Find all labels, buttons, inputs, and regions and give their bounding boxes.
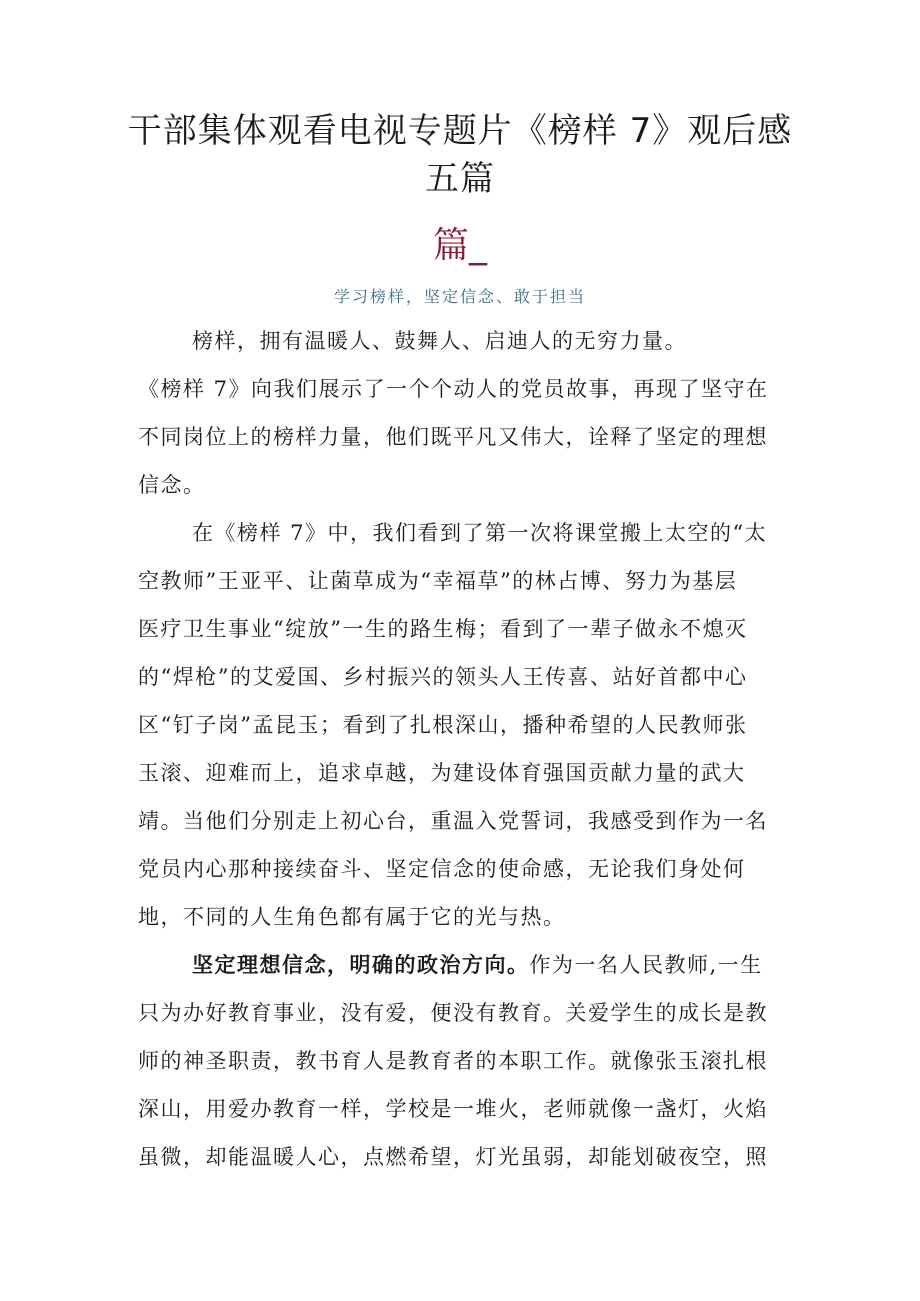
paragraph-line: 《榜样 7》向我们展示了一个个动人的党员故事，再现了坚守在 [138, 377, 769, 401]
paragraph-line: 师的神圣职责，教书育人是教育者的本职工作。就像张玉滚扎根 [138, 1049, 768, 1073]
paragraph-line: 区“钉子岗”孟昆玉；看到了扎根深山，播种希望的人民教师张 [138, 713, 748, 737]
paragraph-line: 不同岗位上的榜样力量，他们既平凡又伟大，诠释了坚定的理想 [138, 425, 768, 449]
paragraph-line: 在《榜样 7》中，我们看到了第一次将课堂搬上太空的“太 [192, 521, 768, 545]
paragraph-2 [138, 509, 788, 941]
paragraph-bold-lead: 坚定理想信念，明确的政治方向。 [192, 952, 530, 977]
document-title-line-1: 干部集体观看电视专题片《榜样 7》观后感 [127, 111, 793, 151]
paragraph-first-line [138, 941, 788, 989]
paragraph-line: 虽微，却能温暖人心，点燃希望，灯光虽弱，却能划破夜空，照 [138, 1145, 768, 1169]
paragraph-lead-rest: 作为一名人民教师,一生 [529, 953, 763, 977]
paragraph-line: 榜样，拥有温暖人、鼓舞人、启迪人的无穷力量。 [192, 329, 687, 353]
paragraph-line: 信念。 [138, 473, 206, 497]
paragraph-line: 党员内心那种接续奋斗、坚定信念的使命感，无论我们身处何 [138, 857, 746, 881]
paragraph-line: 只为办好教育事业，没有爱，便没有教育。关爱学生的成长是教 [138, 1001, 768, 1025]
chapter-heading: 篇_ [432, 225, 487, 266]
paragraph-line: 医疗卫生事业“绽放”一生的路生梅；看到了一辈子做永不熄灭 [138, 617, 748, 641]
document-title-line-2: 五篇 [425, 159, 495, 199]
paragraph-line: 空教师”王亚平、让菌草成为“幸福草”的林占博、努力为基层 [138, 569, 738, 593]
paragraph-line: 玉滚、迎难而上，追求卓越，为建设体育强国贡献力量的武大 [138, 761, 746, 785]
paragraph-3 [138, 941, 788, 1181]
paragraph-line: 地，不同的人生角色都有属于它的光与热。 [138, 905, 566, 929]
paragraph-line: 深山，用爱办教育一样，学校是一堆火，老师就像一盏灯，火焰 [138, 1097, 768, 1121]
paragraph-line: 靖。当他们分别走上初心台，重温入党誓词，我感受到作为一名 [138, 809, 768, 833]
paragraph-1 [138, 317, 788, 509]
section-subtitle: 学习榜样，坚定信念、敢于担当 [333, 287, 586, 306]
paragraph-line: 的“焊枪”的艾爱国、乡村振兴的领头人王传喜、站好首都中心 [138, 665, 748, 689]
